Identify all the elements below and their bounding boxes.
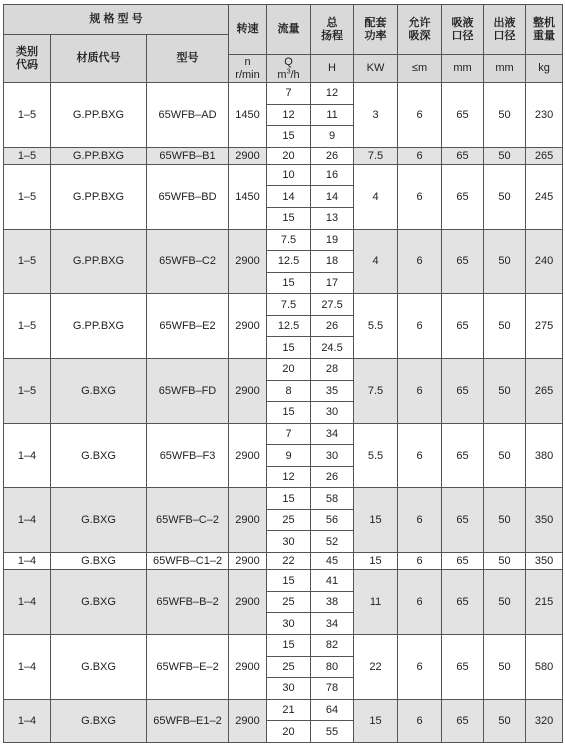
flow-cell: 30 <box>267 613 311 635</box>
power-cell: 4 <box>354 164 398 229</box>
speed-header: 转速 <box>229 5 267 55</box>
category-code-cell: 1–4 <box>4 570 51 635</box>
flow-cell: 15 <box>267 402 311 424</box>
inlet-cell: 65 <box>442 294 484 359</box>
power-cell: 5.5 <box>354 423 398 488</box>
flow-symbol: Q <box>284 55 293 68</box>
flow-unit <box>267 55 311 83</box>
outlet-cell: 50 <box>484 83 526 148</box>
table-row <box>4 147 563 164</box>
head-cell: 30 <box>311 402 354 424</box>
outlet-header: 出液 口径 <box>484 5 526 55</box>
speed-cell: 2900 <box>229 294 267 359</box>
inlet-cell: 65 <box>442 147 484 164</box>
material-code-cell: G.BXG <box>51 423 147 488</box>
head-cell: 26 <box>311 147 354 164</box>
material-code-cell: G.PP.BXG <box>51 164 147 229</box>
weight-cell: 350 <box>526 553 563 570</box>
inlet-cell: 65 <box>442 423 484 488</box>
inlet-cell: 65 <box>442 358 484 423</box>
material-code-cell: G.BXG <box>51 553 147 570</box>
flow-cell: 20 <box>267 147 311 164</box>
material-code-header: 材质代号 <box>51 35 147 83</box>
suction-cell: 6 <box>398 699 442 742</box>
category-code-cell: 1–5 <box>4 83 51 148</box>
suction-unit: ≤m <box>398 55 442 83</box>
table-row <box>4 488 563 510</box>
power-cell: 15 <box>354 488 398 553</box>
speed-cell: 2900 <box>229 147 267 164</box>
table-row <box>4 83 563 105</box>
head-cell: 55 <box>311 721 354 743</box>
suction-cell: 6 <box>398 147 442 164</box>
head-cell: 27.5 <box>311 294 354 316</box>
flow-cell: 10 <box>267 164 311 186</box>
flow-cell: 12 <box>267 104 311 126</box>
outlet-cell: 50 <box>484 699 526 742</box>
flow-unit-m: m <box>277 68 287 81</box>
weight-cell: 380 <box>526 423 563 488</box>
head-cell: 52 <box>311 531 354 553</box>
table-row <box>4 634 563 656</box>
speed-cell: 2900 <box>229 229 267 294</box>
power-cell: 7.5 <box>354 147 398 164</box>
flow-cell: 15 <box>267 570 311 592</box>
suction-cell: 6 <box>398 358 442 423</box>
speed-cell: 2900 <box>229 553 267 570</box>
head-cell: 38 <box>311 591 354 613</box>
material-code-cell: G.PP.BXG <box>51 229 147 294</box>
model-cell: 65WFB–B–2 <box>147 570 229 635</box>
outlet-cell: 50 <box>484 147 526 164</box>
flow-cell: 12.5 <box>267 251 311 273</box>
model-cell: 65WFB–E2 <box>147 294 229 359</box>
flow-cell: 25 <box>267 656 311 678</box>
flow-cell: 7.5 <box>267 229 311 251</box>
model-cell: 65WFB–B1 <box>147 147 229 164</box>
suction-cell: 6 <box>398 488 442 553</box>
suction-depth-header: 允许 吸深 <box>398 5 442 55</box>
weight-cell: 240 <box>526 229 563 294</box>
speed-cell: 1450 <box>229 164 267 229</box>
category-code-cell: 1–4 <box>4 488 51 553</box>
weight-cell: 580 <box>526 634 563 699</box>
table-header <box>4 5 563 83</box>
head-cell: 11 <box>311 104 354 126</box>
table-row <box>4 358 563 380</box>
material-code-cell: G.PP.BXG <box>51 83 147 148</box>
flow-header: 流量 <box>267 5 311 55</box>
material-code-cell: G.PP.BXG <box>51 294 147 359</box>
inlet-cell: 65 <box>442 570 484 635</box>
head-unit: H <box>311 55 354 83</box>
suction-cell: 6 <box>398 553 442 570</box>
suction-cell: 6 <box>398 164 442 229</box>
outlet-cell: 50 <box>484 294 526 359</box>
suction-cell: 6 <box>398 83 442 148</box>
flow-cell: 9 <box>267 445 311 467</box>
head-cell: 18 <box>311 251 354 273</box>
inlet-cell: 65 <box>442 699 484 742</box>
head-cell: 24.5 <box>311 337 354 359</box>
head-cell: 12 <box>311 83 354 105</box>
head-cell: 64 <box>311 699 354 721</box>
flow-cell: 15 <box>267 634 311 656</box>
flow-unit-sup: 3 <box>286 67 291 75</box>
category-code-cell: 1–4 <box>4 699 51 742</box>
category-code-header: 类别 代码 <box>4 35 51 83</box>
category-code-cell: 1–4 <box>4 553 51 570</box>
head-cell: 34 <box>311 613 354 635</box>
flow-cell: 15 <box>267 488 311 510</box>
outlet-cell: 50 <box>484 423 526 488</box>
flow-cell: 20 <box>267 721 311 743</box>
table-row <box>4 423 563 445</box>
material-code-cell: G.BXG <box>51 570 147 635</box>
category-code-cell: 1–5 <box>4 164 51 229</box>
category-code-cell: 1–5 <box>4 229 51 294</box>
power-cell: 22 <box>354 634 398 699</box>
head-cell: 28 <box>311 358 354 380</box>
speed-symbol: n <box>244 55 251 68</box>
power-cell: 7.5 <box>354 358 398 423</box>
model-cell: 65WFB–E–2 <box>147 634 229 699</box>
flow-cell: 30 <box>267 678 311 700</box>
head-cell: 14 <box>311 186 354 208</box>
flow-cell: 12.5 <box>267 315 311 337</box>
weight-cell: 320 <box>526 699 563 742</box>
speed-cell: 1450 <box>229 83 267 148</box>
outlet-cell: 50 <box>484 634 526 699</box>
weight-cell: 230 <box>526 83 563 148</box>
weight-cell: 215 <box>526 570 563 635</box>
suction-cell: 6 <box>398 294 442 359</box>
table-row <box>4 699 563 721</box>
flow-cell: 15 <box>267 126 311 148</box>
speed-cell: 2900 <box>229 699 267 742</box>
head-cell: 19 <box>311 229 354 251</box>
table-row <box>4 294 563 316</box>
flow-unit-h: /h <box>290 68 300 81</box>
table-body <box>4 83 563 743</box>
power-cell: 3 <box>354 83 398 148</box>
head-cell: 16 <box>311 164 354 186</box>
flow-cell: 30 <box>267 531 311 553</box>
material-code-cell: G.BXG <box>51 488 147 553</box>
flow-cell: 15 <box>267 272 311 294</box>
head-cell: 26 <box>311 466 354 488</box>
outlet-cell: 50 <box>484 570 526 635</box>
model-cell: 65WFB–C–2 <box>147 488 229 553</box>
head-cell: 17 <box>311 272 354 294</box>
head-cell: 45 <box>311 553 354 570</box>
flow-cell: 12 <box>267 466 311 488</box>
inlet-cell: 65 <box>442 553 484 570</box>
model-cell: 65WFB–C2 <box>147 229 229 294</box>
table-row <box>4 229 563 251</box>
power-header: 配套 功率 <box>354 5 398 55</box>
flow-cell: 7 <box>267 83 311 105</box>
weight-cell: 350 <box>526 488 563 553</box>
spec-group-header: 规 格 型 号 <box>4 5 229 35</box>
inlet-cell: 65 <box>442 634 484 699</box>
flow-cell: 7.5 <box>267 294 311 316</box>
speed-unit-text: r/min <box>235 68 260 81</box>
weight-cell: 265 <box>526 147 563 164</box>
category-code-cell: 1–4 <box>4 634 51 699</box>
weight-unit: kg <box>526 55 563 83</box>
head-cell: 35 <box>311 380 354 402</box>
weight-header: 整机 重量 <box>526 5 563 55</box>
inlet-unit: mm <box>442 55 484 83</box>
flow-cell: 8 <box>267 380 311 402</box>
outlet-cell: 50 <box>484 229 526 294</box>
inlet-cell: 65 <box>442 229 484 294</box>
outlet-unit: mm <box>484 55 526 83</box>
inlet-cell: 65 <box>442 83 484 148</box>
head-cell: 78 <box>311 678 354 700</box>
outlet-cell: 50 <box>484 488 526 553</box>
material-code-cell: G.BXG <box>51 358 147 423</box>
head-cell: 82 <box>311 634 354 656</box>
speed-cell: 2900 <box>229 634 267 699</box>
weight-cell: 245 <box>526 164 563 229</box>
material-code-cell: G.BXG <box>51 699 147 742</box>
weight-cell: 275 <box>526 294 563 359</box>
flow-cell: 22 <box>267 553 311 570</box>
material-code-cell: G.PP.BXG <box>51 147 147 164</box>
speed-unit <box>229 55 267 83</box>
head-header: 总 扬程 <box>311 5 354 55</box>
table-row <box>4 553 563 570</box>
power-unit: KW <box>354 55 398 83</box>
table-row <box>4 164 563 186</box>
speed-cell: 2900 <box>229 423 267 488</box>
material-code-cell: G.BXG <box>51 634 147 699</box>
model-header: 型号 <box>147 35 229 83</box>
flow-cell: 25 <box>267 509 311 531</box>
speed-cell: 2900 <box>229 488 267 553</box>
flow-cell: 21 <box>267 699 311 721</box>
head-cell: 58 <box>311 488 354 510</box>
flow-cell: 25 <box>267 591 311 613</box>
head-cell: 13 <box>311 208 354 230</box>
power-cell: 5.5 <box>354 294 398 359</box>
category-code-cell: 1–5 <box>4 147 51 164</box>
head-cell: 41 <box>311 570 354 592</box>
head-cell: 80 <box>311 656 354 678</box>
model-cell: 65WFB–FD <box>147 358 229 423</box>
speed-cell: 2900 <box>229 358 267 423</box>
head-cell: 34 <box>311 423 354 445</box>
flow-cell: 20 <box>267 358 311 380</box>
outlet-cell: 50 <box>484 164 526 229</box>
head-cell: 30 <box>311 445 354 467</box>
model-cell: 65WFB–C1–2 <box>147 553 229 570</box>
category-code-cell: 1–5 <box>4 358 51 423</box>
flow-cell: 15 <box>267 208 311 230</box>
suction-cell: 6 <box>398 634 442 699</box>
power-cell: 15 <box>354 699 398 742</box>
head-cell: 26 <box>311 315 354 337</box>
head-cell: 9 <box>311 126 354 148</box>
model-cell: 65WFB–E1–2 <box>147 699 229 742</box>
speed-cell: 2900 <box>229 570 267 635</box>
flow-cell: 15 <box>267 337 311 359</box>
model-cell: 65WFB–F3 <box>147 423 229 488</box>
power-cell: 11 <box>354 570 398 635</box>
inlet-cell: 65 <box>442 488 484 553</box>
pump-spec-table <box>3 4 563 743</box>
outlet-cell: 50 <box>484 553 526 570</box>
suction-cell: 6 <box>398 229 442 294</box>
suction-cell: 6 <box>398 423 442 488</box>
category-code-cell: 1–4 <box>4 423 51 488</box>
flow-cell: 14 <box>267 186 311 208</box>
inlet-header: 吸液 口径 <box>442 5 484 55</box>
model-cell: 65WFB–BD <box>147 164 229 229</box>
flow-cell: 7 <box>267 423 311 445</box>
model-cell: 65WFB–AD <box>147 83 229 148</box>
power-cell: 4 <box>354 229 398 294</box>
head-cell: 56 <box>311 509 354 531</box>
table-row <box>4 570 563 592</box>
outlet-cell: 50 <box>484 358 526 423</box>
weight-cell: 265 <box>526 358 563 423</box>
inlet-cell: 65 <box>442 164 484 229</box>
suction-cell: 6 <box>398 570 442 635</box>
power-cell: 15 <box>354 553 398 570</box>
category-code-cell: 1–5 <box>4 294 51 359</box>
